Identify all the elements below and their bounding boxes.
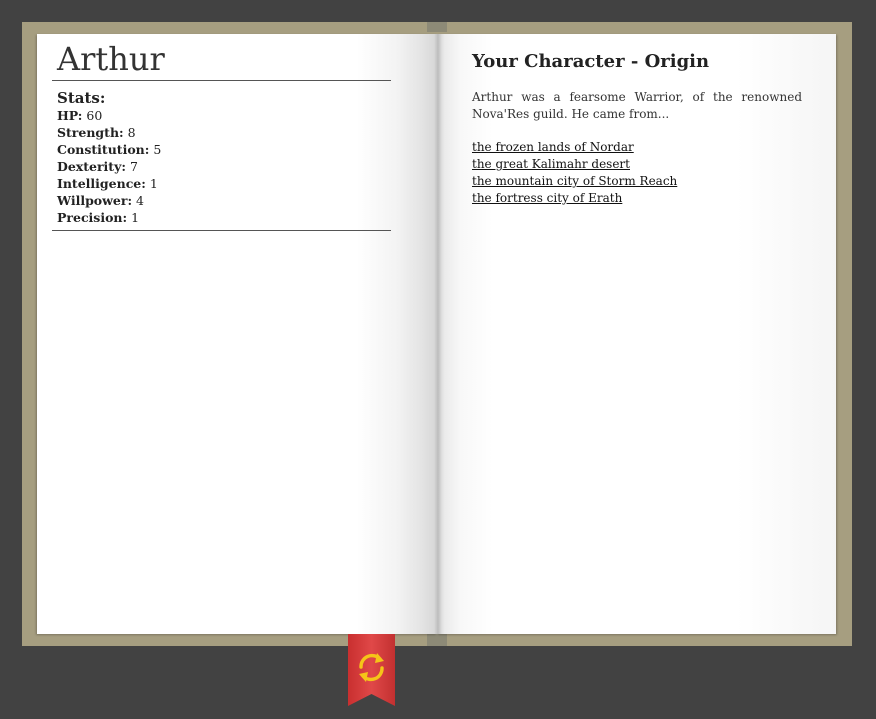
stat-value: 7 [129,159,138,174]
list-item [472,190,677,207]
stat-label: Constitution: [57,142,150,157]
stat-hp [57,107,161,124]
stat-label: HP: [57,108,83,123]
origin-description: Arthur was a fearsome Warrior, of the renowned Nova'Res guild. He came from... [472,90,802,121]
stat-dexterity [57,158,161,175]
stat-value: 4 [136,193,144,208]
stat-value: 8 [127,125,136,140]
stat-value: 5 [153,142,162,157]
list-item [472,173,677,190]
origin-choice-erath[interactable]: the fortress city of Erath [472,191,623,205]
divider-bottom [52,230,391,231]
origin-choices [472,139,677,207]
origin-choice-nordar[interactable]: the frozen lands of Nordar [472,140,634,154]
character-name: Arthur [57,40,165,78]
stats-heading: Stats: [57,89,106,107]
list-item [472,139,677,156]
stat-value: 1 [149,176,158,191]
stat-label: Precision: [57,210,128,225]
stat-constitution [57,141,161,158]
book-spine-top [427,22,447,32]
stat-label: Strength: [57,125,124,140]
stat-strength [57,124,161,141]
book-gutter [434,34,442,634]
right-page [437,34,836,634]
ribbon-shape [348,634,395,706]
stat-value: 1 [131,210,140,225]
origin-choice-kalimahr[interactable]: the great Kalimahr desert [472,157,630,171]
left-page [37,34,437,634]
book-spine-bottom [427,634,447,646]
origin-choice-storm-reach[interactable]: the mountain city of Storm Reach [472,174,678,188]
stats-list [57,107,161,226]
stat-precision [57,209,161,226]
stat-intelligence [57,175,161,192]
divider-top [52,80,391,81]
stat-label: Intelligence: [57,176,146,191]
stat-value: 60 [86,108,103,123]
stat-willpower [57,192,161,209]
stat-label: Dexterity: [57,159,126,174]
origin-title: Your Character - Origin [472,51,710,72]
bookmark-ribbon[interactable] [348,634,395,706]
stat-label: Willpower: [57,193,133,208]
list-item [472,156,677,173]
